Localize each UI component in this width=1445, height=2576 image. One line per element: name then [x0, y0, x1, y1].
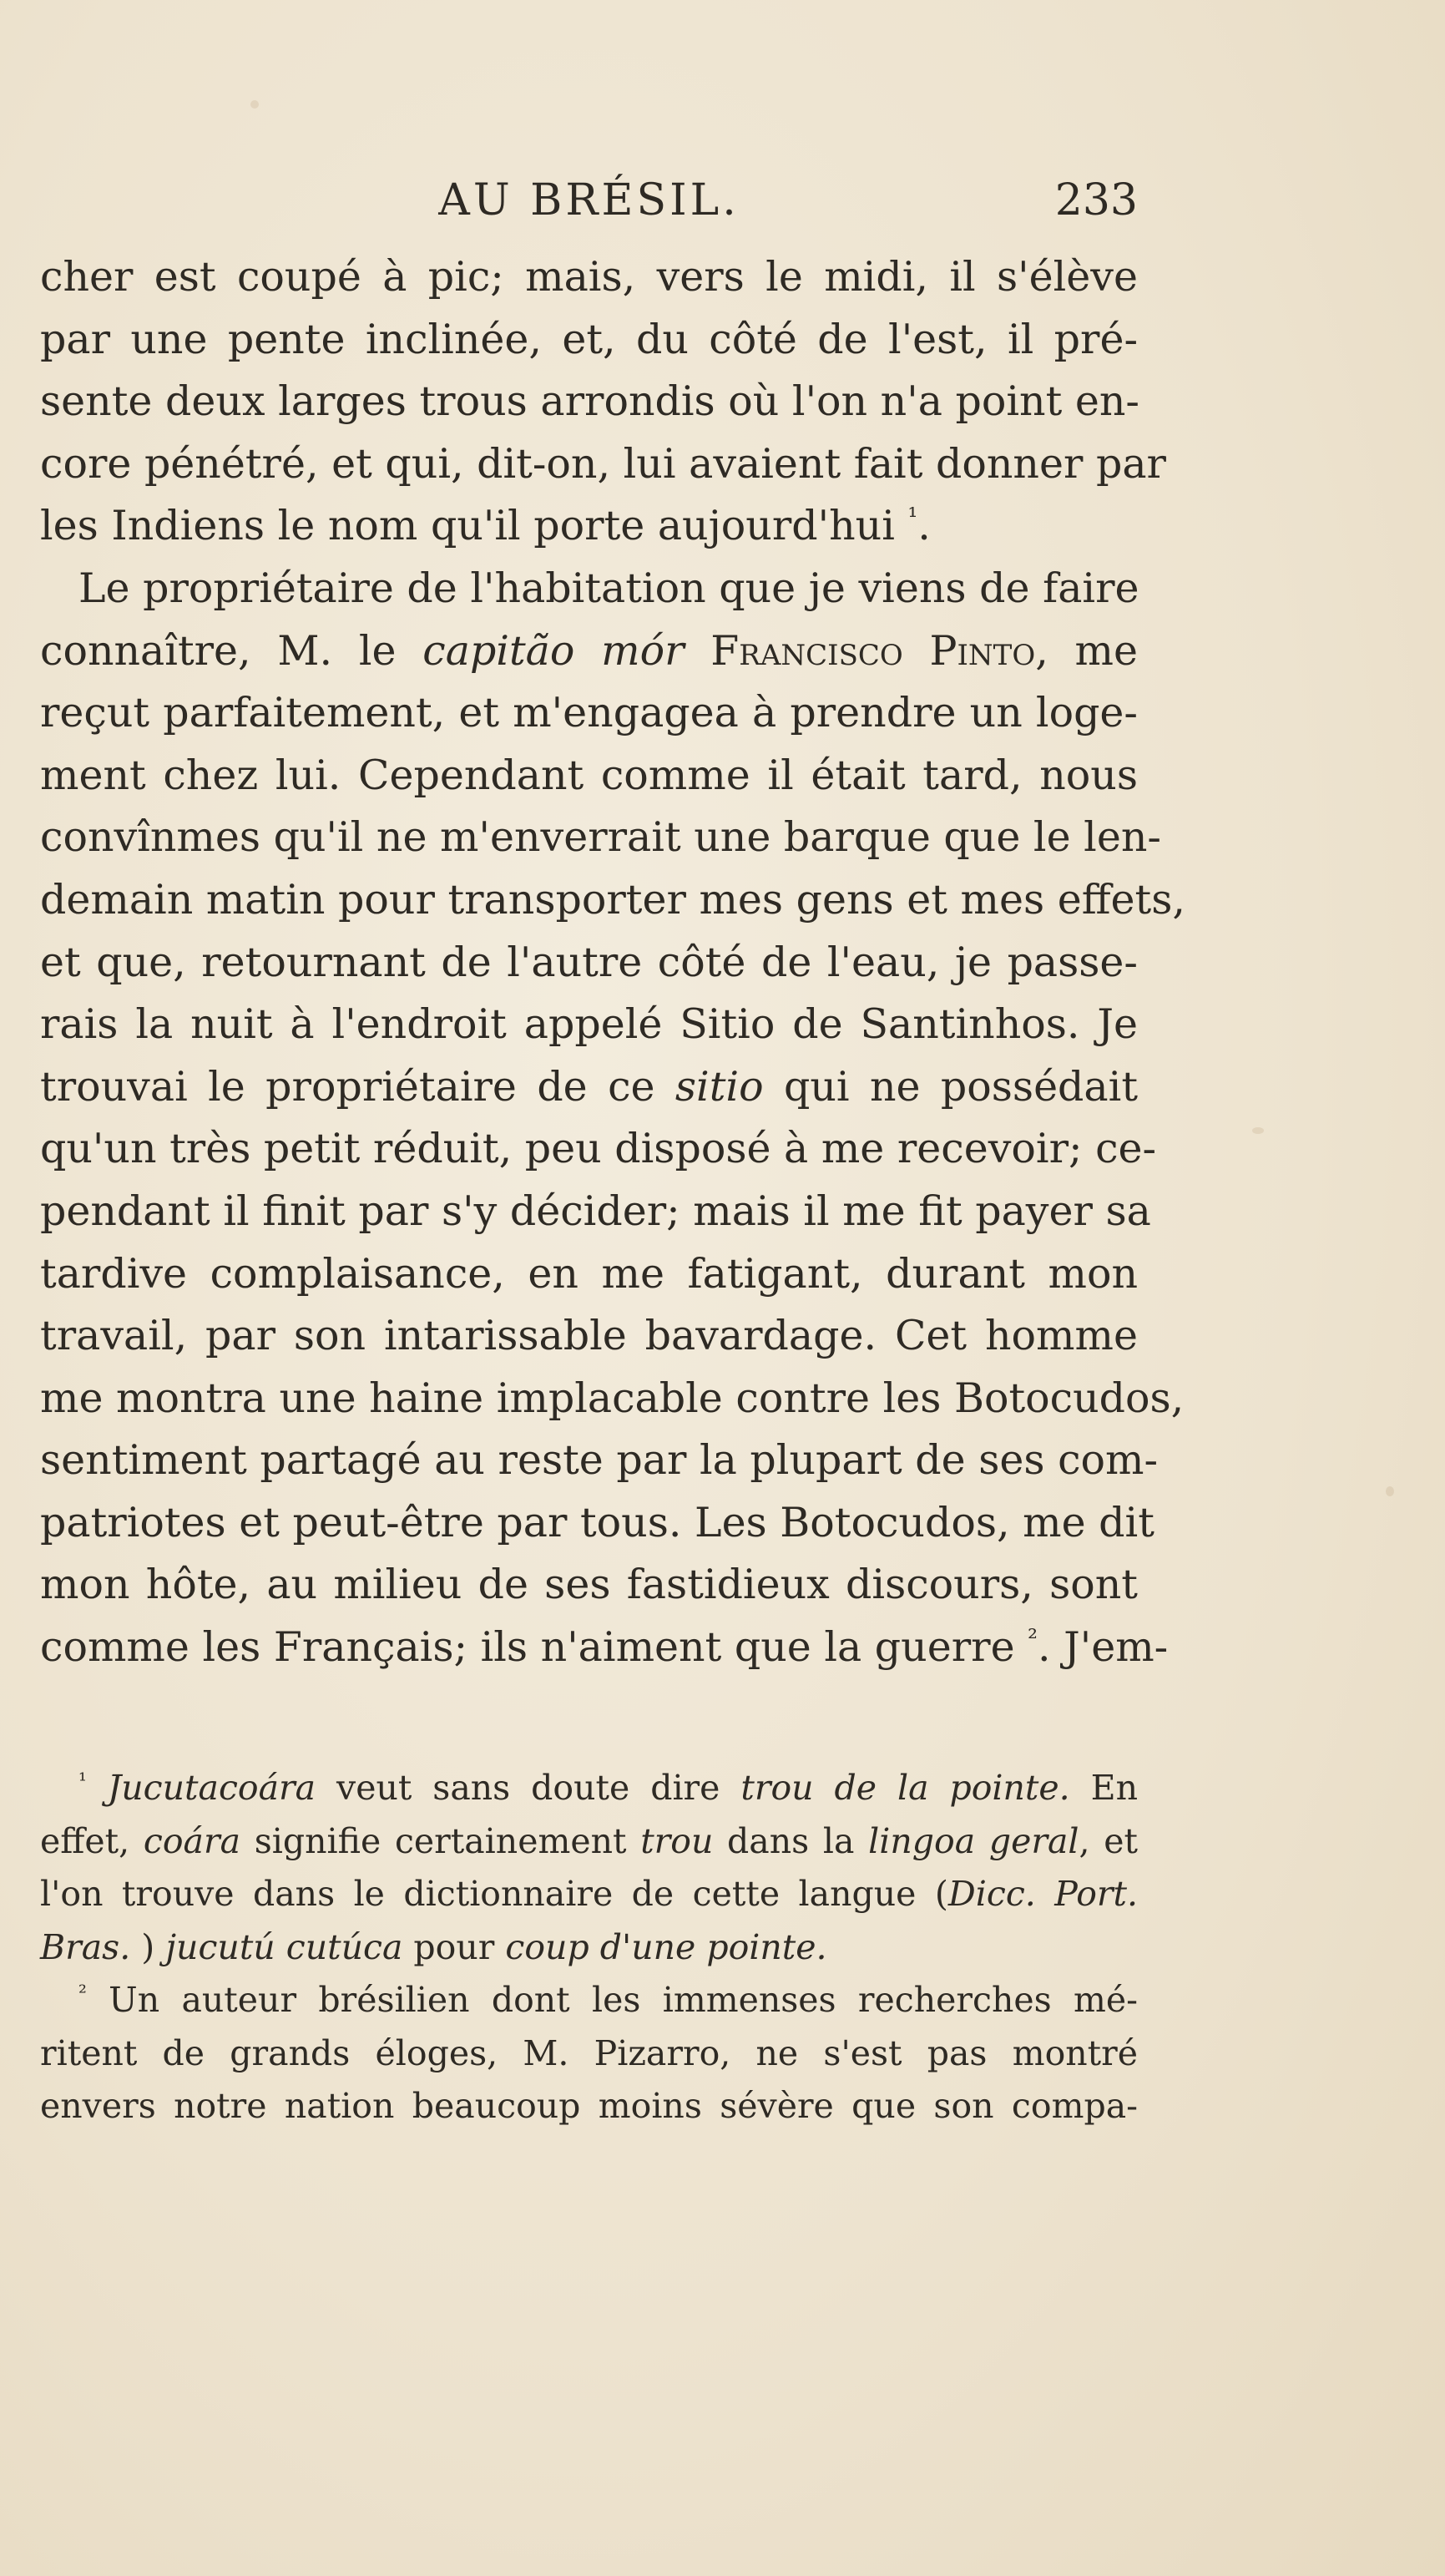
text-segment: ) — [141, 1926, 166, 1967]
person-name: Francisco Pinto — [710, 626, 1036, 675]
text-segment: pour — [402, 1926, 506, 1967]
text-line: cher est coupé à pic; mais, vers le midi, il s'élève — [40, 253, 1138, 301]
text-line: core pénétré, et qui, dit-on, lui avaient fait donner par — [40, 439, 1166, 488]
text-line: pendant il finit par s'y décider; mais il me fit payer sa — [40, 1187, 1151, 1235]
text-line: et que, retournant de l'autre côté de l'eau, je passe- — [40, 938, 1138, 986]
text-segment: signifie certainement — [240, 1820, 641, 1861]
text-line: sente deux larges trous arrondis où l'on n'a point en- — [40, 377, 1139, 426]
text-segment: effet, — [40, 1820, 144, 1861]
text-line — [40, 1617, 1169, 1679]
italic-term: coára — [143, 1820, 241, 1861]
italic-term: trou — [640, 1820, 714, 1861]
italic-term: lingoa geral — [868, 1820, 1079, 1861]
text-line: mon hôte, au milieu de ses fastidieux discours, sont — [40, 1561, 1138, 1609]
text-line: convînmes qu'il ne m'enverrait une barque que le len- — [40, 813, 1161, 862]
text-segment: veut sans doute dire — [316, 1768, 741, 1808]
text-line: Le propriétaire de l'habitation que je viens de faire — [78, 564, 1139, 612]
text-segment: qui ne possédait — [763, 1062, 1139, 1111]
footnote-mark: ¹ — [78, 1768, 87, 1793]
text-line: travail, par son intarissable bavardage. Cet homme — [40, 1312, 1138, 1360]
footnote-line — [40, 1762, 1138, 1815]
italic-term: trou de la pointe. — [740, 1768, 1070, 1808]
text-segment: connaître, M. le — [40, 626, 423, 675]
text-line — [40, 1056, 1138, 1119]
footnote-mark: ² — [78, 1980, 87, 2005]
italic-term: Bras. — [40, 1926, 131, 1967]
footnote-line — [40, 1974, 1138, 2027]
italic-term: jucutú cutúca — [165, 1926, 403, 1967]
text-line: sentiment partagé au reste par la plupart de ses com- — [40, 1436, 1159, 1485]
page-number: 233 — [1054, 175, 1138, 225]
text-segment: , me — [1035, 626, 1139, 675]
italic-term: Jucutacoára — [107, 1768, 316, 1808]
paper-spot — [1252, 1127, 1264, 1134]
footnote-ref: ² — [1028, 1623, 1038, 1652]
text-segment: Un auteur brésilien dont les immenses recherches mé- — [86, 1980, 1138, 2020]
text-line — [40, 620, 1138, 683]
text-line — [40, 495, 1138, 558]
italic-term: capitão mór — [422, 626, 685, 675]
text-line: patriotes et peut-être par tous. Les Botocudos, me dit — [40, 1498, 1154, 1546]
text-line: ment chez lui. Cependant comme il était tard, nous — [40, 751, 1138, 799]
footnote-line: envers notre nation beaucoup moins sévère que son compa- — [40, 2086, 1138, 2126]
text-segment: . J'em- — [1037, 1623, 1169, 1672]
paper-spot — [1386, 1486, 1394, 1496]
italic-term: Dicc. Port. — [947, 1874, 1138, 1914]
text-line: me montra une haine implacable contre les Botocudos, — [40, 1374, 1185, 1422]
text-line: reçut parfaitement, et m'engagea à prendre un loge- — [40, 689, 1138, 737]
text-line: tardive complaisance, en me fatigant, durant mon — [40, 1249, 1138, 1298]
text-line: rais la nuit à l'endroit appelé Sitio de Santinhos. Je — [40, 1000, 1138, 1049]
text-segment: les Indiens le nom qu'il porte aujourd'hui — [40, 502, 895, 550]
text-segment: l'on trouve dans le dictionnaire de cette langue ( — [40, 1874, 948, 1914]
text-segment: . — [917, 502, 931, 550]
paper-spot — [250, 100, 259, 109]
footnote-line — [40, 1815, 1138, 1869]
footnotes — [40, 1762, 1138, 2133]
italic-term: sitio — [675, 1062, 764, 1111]
footnote-ref: ¹ — [907, 503, 918, 532]
page-header — [40, 175, 1138, 242]
running-title: AU BRÉSIL. — [438, 175, 740, 225]
text-segment: , et — [1079, 1820, 1139, 1861]
italic-term: coup d'une pointe. — [505, 1926, 827, 1967]
text-line: demain matin pour transporter mes gens et mes effets, — [40, 875, 1185, 924]
text-line: qu'un très petit réduit, peu disposé à me recevoir; ce- — [40, 1125, 1157, 1173]
text-segment: comme les Français; ils n'aiment que la guerre — [40, 1623, 1015, 1672]
footnote-line: ritent de grands éloges, M. Pizarro, ne s'est pas montré — [40, 2032, 1138, 2073]
footnote-line — [40, 1868, 1138, 1921]
text-segment: trouvai le propriétaire de ce — [40, 1062, 675, 1111]
text-segment: dans la — [713, 1820, 869, 1861]
text-segment: En — [1069, 1768, 1138, 1808]
main-text — [40, 246, 1185, 1679]
text-line: par une pente inclinée, et, du côté de l'est, il pré- — [40, 315, 1138, 363]
footnote-line — [40, 1921, 1138, 1975]
